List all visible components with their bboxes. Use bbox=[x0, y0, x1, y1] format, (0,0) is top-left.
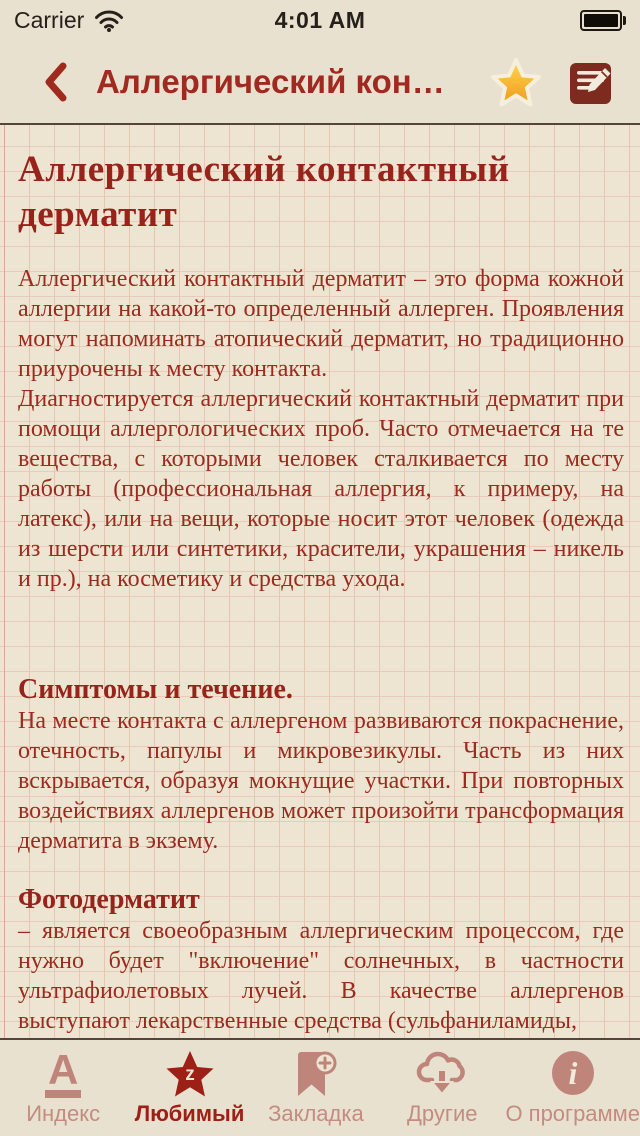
svg-text:z: z bbox=[184, 1064, 195, 1085]
tab-favorites[interactable] bbox=[126, 1040, 252, 1136]
section-spacer bbox=[18, 594, 624, 674]
tab-others[interactable] bbox=[379, 1040, 505, 1136]
tab-bookmark[interactable] bbox=[253, 1040, 379, 1136]
star-icon bbox=[490, 57, 542, 107]
svg-text:i: i bbox=[568, 1055, 578, 1091]
article-paragraph: – является своеобразным аллергическим процессом, где нужно будет "включение" солнечных, в частности ультрафиолетовых лучей. В качестве аллергенов выступают лекарственные средства (сульфаниламиды, bbox=[18, 918, 624, 1034]
back-button[interactable] bbox=[40, 58, 72, 106]
article-title: Аллергический контактный дерматит bbox=[18, 149, 510, 235]
status-time: 4:01 AM bbox=[274, 6, 366, 33]
cloud-download-icon bbox=[414, 1049, 470, 1099]
tab-label: О программе bbox=[505, 1101, 640, 1126]
back-chevron-icon bbox=[44, 62, 68, 102]
article-paragraph: На месте контакта с аллергеном развиваются покраснение, отечность, папулы и микровезикулы. Часть из них вскрывается, образуя мокнущие участки. При повторных воздействиях аллергенов может произойти трансформация дерматита в экзему. bbox=[18, 708, 624, 854]
navigation-bar bbox=[0, 40, 640, 125]
page-title: Аллергический кон… bbox=[96, 62, 445, 100]
tab-label: Любимый bbox=[134, 1101, 245, 1126]
edit-note-button[interactable] bbox=[568, 58, 614, 106]
carrier-label: Carrier bbox=[14, 6, 85, 33]
compose-icon bbox=[568, 58, 614, 106]
article-scroll-area[interactable] bbox=[0, 125, 640, 1040]
article-paragraph: Аллергический контактный дерматит – это форма кожной аллергии на какой-то определенный аллерген. Проявления могут напоминать атопический дерматит, но традиционно приурочены к месту контакта. bbox=[18, 266, 624, 382]
section-spacer bbox=[18, 856, 624, 884]
tab-label: Другие bbox=[407, 1101, 478, 1126]
section-heading-symptoms: Симптомы и течение. bbox=[18, 674, 293, 705]
battery-icon bbox=[580, 10, 626, 31]
letter-a-index-icon: A bbox=[45, 1051, 81, 1098]
article-paragraph: Диагностируется аллергический контактный дерматит при помощи аллергологических проб. Часто отмечается на те вещества, с которыми человек сталкивается по месту работы (профессиональная аллергия, к примеру, на латекс), или на вещи, которые носит этот человек (одежда из шерсти или синтетики, красители, украшения – никель и пр.), на косметику и средства ухода. bbox=[18, 386, 624, 592]
tab-label: Закладка bbox=[268, 1101, 364, 1126]
tab-label: Индекс bbox=[26, 1101, 101, 1126]
star-z-icon bbox=[164, 1049, 216, 1099]
section-heading-photodermatitis: Фотодерматит bbox=[18, 884, 200, 915]
favorite-button[interactable] bbox=[490, 57, 542, 107]
status-bar bbox=[0, 0, 640, 40]
tab-about[interactable] bbox=[505, 1040, 640, 1136]
tab-bar bbox=[0, 1040, 640, 1136]
bookmark-add-icon bbox=[292, 1049, 340, 1099]
info-icon bbox=[549, 1049, 597, 1099]
tab-index[interactable] bbox=[0, 1040, 126, 1136]
